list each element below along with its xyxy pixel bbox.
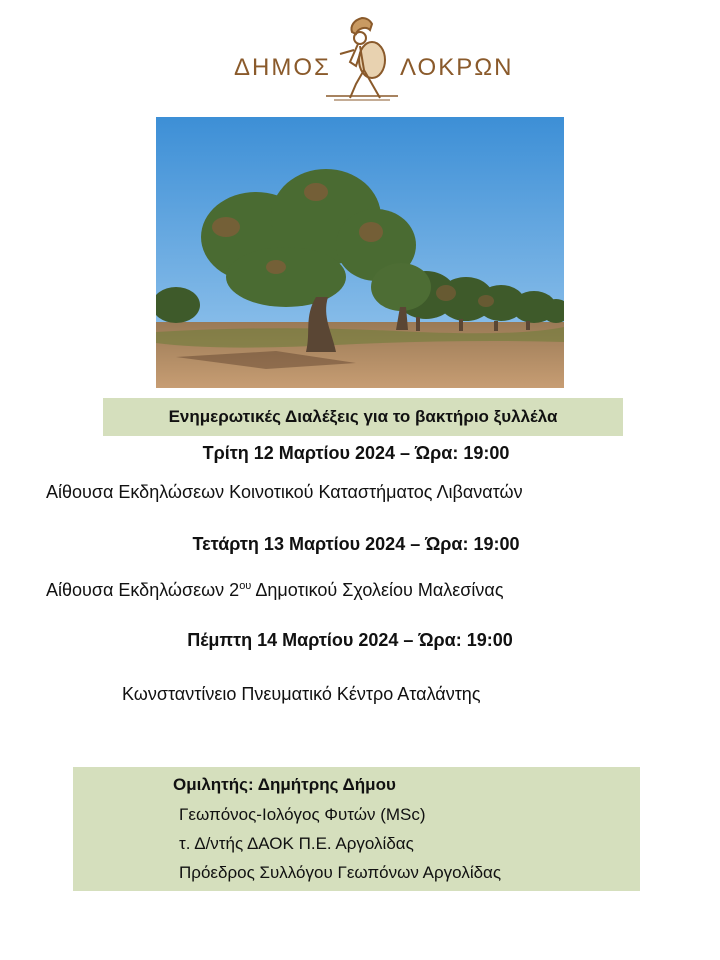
event-1-venue: Αίθουσα Εκδηλώσεων Κοινοτικού Καταστήματος Λιβανατών xyxy=(46,482,523,502)
lecture-banner: Ενημερωτικές Διαλέξεις για το βακτήριο ξυλλέλα xyxy=(103,398,623,436)
olive-trees-photo xyxy=(156,117,564,388)
event-2-venue-sup: ου xyxy=(239,580,252,592)
logo-text-right: ΛΟΚΡΩΝ xyxy=(400,54,514,81)
warrior-emblem-icon xyxy=(320,14,404,104)
event-1-date: Τρίτη 12 Μαρτίου 2024 – Ώρα: 19:00 xyxy=(202,443,510,463)
speaker-title-1: Γεωπόνος-Ιολόγος Φυτών (MSc) xyxy=(179,805,426,824)
speaker-title-3: Πρόεδρος Συλλόγου Γεωπόνων Αργολίδας xyxy=(179,863,502,882)
speaker-name: Ομιλητής: Δημήτρης Δήμου xyxy=(173,775,396,794)
speaker-box xyxy=(73,767,640,891)
event-2-date: Τετάρτη 13 Μαρτίου 2024 – Ώρα: 19:00 xyxy=(192,534,520,554)
speaker-title-2: τ. Δ/ντής ΔΑΟΚ Π.Ε. Αργολίδας xyxy=(179,834,414,853)
event-2-venue-pre: Αίθουσα Εκδηλώσεων 2 xyxy=(46,580,240,600)
municipality-logo xyxy=(0,14,720,106)
event-3-venue: Κωνσταντίνειο Πνευματικό Κέντρο Αταλάντης xyxy=(122,684,481,704)
logo-text-left: ΔΗΜΟΣ xyxy=(234,54,331,81)
event-2-venue-post: Δημοτικού Σχολείου Μαλεσίνας xyxy=(251,580,504,600)
event-3-date: Πέμπτη 14 Μαρτίου 2024 – Ώρα: 19:00 xyxy=(187,630,513,650)
event-2-venue xyxy=(46,580,504,601)
